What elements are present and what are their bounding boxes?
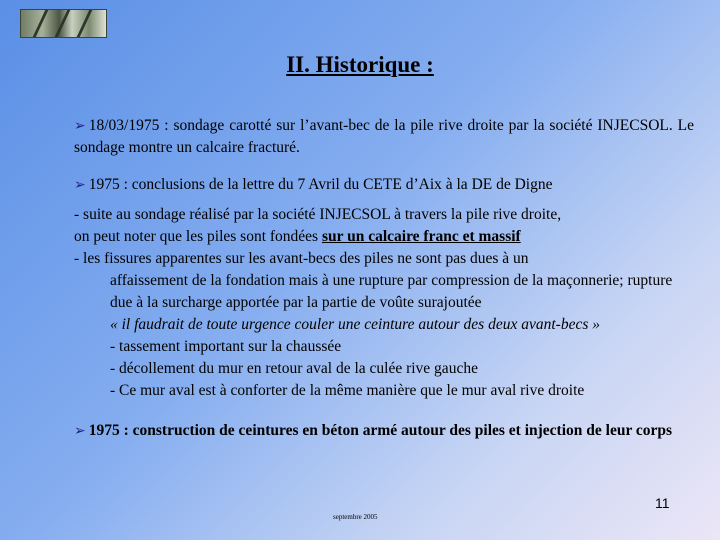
bullet-sondage-text: 18/03/1975 : sondage carotté sur l’avant-bec de la pile rive droite par la société INJECSOL. Le sondage montre un calcaire fracturé. xyxy=(74,117,694,156)
slide-title: II. Historique : xyxy=(286,52,434,77)
quote-line: « il faudrait de toute urgence couler une ceinture autour des deux avant-becs » xyxy=(110,316,600,333)
detail-line xyxy=(74,226,694,248)
list-item: - décollement du mur en retour aval de la culée rive gauche xyxy=(110,360,478,377)
arrow-bullet-icon: ➢ xyxy=(74,423,86,439)
page-number: 11 xyxy=(655,495,670,511)
conclusions-details xyxy=(74,204,694,402)
bullet-conclusions-text: 1975 : conclusions de la lettre du 7 Avril du CETE d’Aix à la DE de Digne xyxy=(88,176,553,193)
bullet-sondage xyxy=(74,115,694,159)
bullet-construction xyxy=(74,420,694,442)
footer-date: septembre 2005 xyxy=(333,513,378,521)
detail-line: - suite au sondage réalisé par la société INJECSOL à travers la pile rive droite, xyxy=(74,206,562,223)
bullet-conclusions xyxy=(74,174,694,196)
emphasis-text: sur un calcaire franc et massif xyxy=(321,228,521,245)
arrow-bullet-icon: ➢ xyxy=(74,118,86,134)
list-item: - Ce mur aval est à conforter de la même manière que le mur aval rive droite xyxy=(110,382,585,399)
detail-line-text: on peut noter que les piles sont fondées xyxy=(74,228,322,245)
bullet-construction-text: 1975 : construction de ceintures en béton armé autour des piles et injection de leur corps xyxy=(88,422,673,439)
slide-body xyxy=(74,115,694,442)
arrow-bullet-icon: ➢ xyxy=(74,177,86,193)
detail-line: - les fissures apparentes sur les avant-becs des piles ne sont pas dues à un xyxy=(74,250,529,267)
bridge-photo-thumbnail xyxy=(20,9,107,38)
list-item: - tassement important sur la chaussée xyxy=(110,338,342,355)
detail-line: affaissement de la fondation mais à une rupture par compression de la maçonnerie; rupture due à la surcharge apportée par la partie de voûte surajoutée xyxy=(110,272,673,311)
